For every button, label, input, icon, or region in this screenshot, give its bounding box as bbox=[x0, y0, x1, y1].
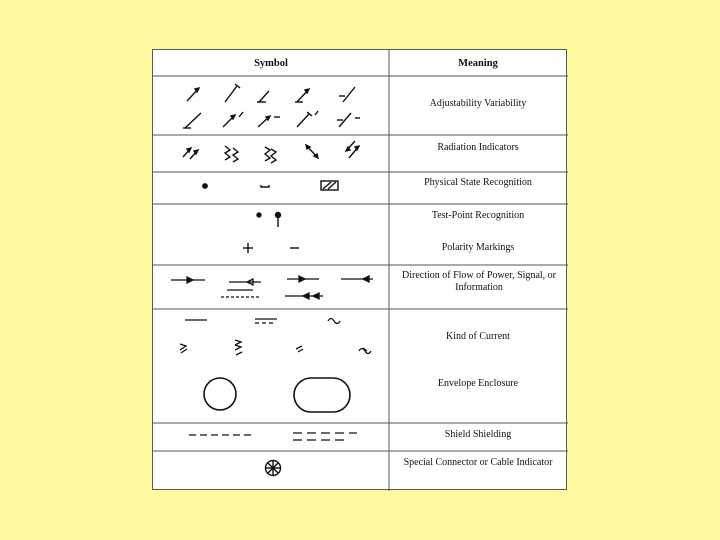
header-meaning: Meaning bbox=[458, 58, 498, 69]
test-point-polarity-symbols bbox=[243, 213, 299, 254]
adjustability-symbols bbox=[183, 84, 360, 128]
meaning-test-point: Test-Point Recognition bbox=[431, 210, 525, 221]
meaning-envelope: Envelope Enclosure bbox=[437, 378, 519, 389]
symbol-meaning-table bbox=[152, 49, 567, 490]
meaning-polarity: Polarity Markings bbox=[441, 242, 515, 253]
meaning-connector: Special Connector or Cable Indicator bbox=[403, 457, 553, 468]
meaning-adjustability: Adjustability Variability bbox=[429, 98, 527, 109]
physical-state-symbols bbox=[203, 181, 338, 190]
meaning-physical-state: Physical State Recognition bbox=[424, 177, 532, 188]
connector-symbol bbox=[266, 461, 281, 476]
meaning-current-kind: Kind of Current bbox=[446, 331, 510, 342]
shield-symbols bbox=[189, 433, 357, 440]
radiation-symbols bbox=[183, 141, 359, 163]
header-symbol: Symbol bbox=[254, 58, 288, 69]
envelope-symbols bbox=[204, 378, 350, 412]
meaning-radiation: Radiation Indicators bbox=[437, 142, 519, 153]
meaning-shield: Shield Shielding bbox=[444, 429, 512, 440]
meaning-flow-direction: Direction of Flow of Power, Signal, or Information bbox=[401, 270, 557, 293]
current-kind-symbols bbox=[180, 319, 371, 356]
flow-direction-symbols bbox=[171, 276, 373, 299]
